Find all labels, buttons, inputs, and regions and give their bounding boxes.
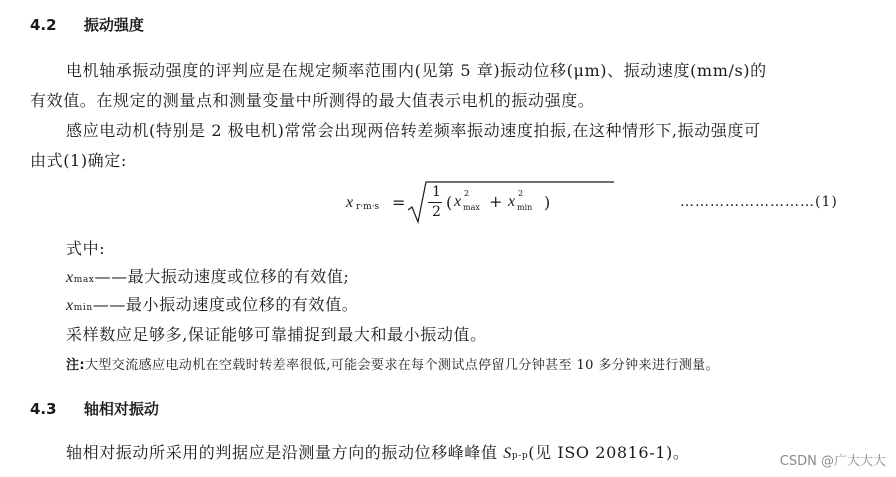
def2-text: ——最小振动速度或位移的有效值。 [92,295,359,314]
formula-denominator: 2 [432,204,441,220]
paren-open: ( [446,193,453,212]
def1-text: ——最大振动速度或位移的有效值; [94,267,350,286]
term1-sub: max [463,203,480,212]
para-pre: 轴相对振动所采用的判据应是沿测量方向的振动位移峰峰值 [66,443,498,462]
formula-equals: = [392,193,406,212]
term2-var: x [508,193,516,210]
term2-sub: min [517,203,533,212]
term1-var: x [454,193,462,210]
section-heading-4-3 [30,398,159,419]
def2-sub: min [73,303,93,313]
formula-lhs-sub: r·m·s [356,202,380,212]
section-title: 轴相对振动 [83,400,159,418]
para-sub: p-p [511,451,529,461]
note-text: 大型交流感应电动机在空载时转差率很低,可能会要求在每个测试点停留几分钟甚至 10 多分钟来进行测量。 [85,358,719,373]
definition-min [66,292,358,315]
section-heading-4-2 [30,14,144,35]
watermark: CSDN @广大大大 [778,450,888,469]
paragraph-line [66,440,689,463]
paragraph-line: 有效值。在规定的测量点和测量变量中所测得的最大值表示电机的振动强度。 [30,91,595,110]
note [66,354,719,373]
paragraph-line: 电机轴承振动强度的评判应是在规定频率范围内(见第 5 章)振动位移(μm)、振动速度(mm/s)的 [66,61,767,80]
formula-plus: + [489,192,503,211]
para-post: (见 ISO 20816-1)。 [528,443,690,462]
sampling-sentence: 采样数应足够多,保证能够可靠捕捉到最大和最小振动值。 [66,325,487,344]
def1-var: x [66,269,74,286]
paragraph-line: 感应电动机(特别是 2 极电机)常常会出现两倍转差频率振动速度拍振,在这种情形下,振动强度可 [66,121,761,140]
formula-number: ………………………(1) [680,194,838,210]
section-number: 4.2 [30,16,57,34]
paragraph-line: 由式(1)确定: [30,151,127,170]
term2-sup: 2 [518,189,524,198]
formula-numerator: 1 [432,184,441,200]
para-var: S [503,445,512,462]
term1-sup: 2 [464,189,470,198]
section-title: 振动强度 [83,16,144,34]
where-label: 式中: [66,239,106,258]
def2-var: x [66,297,74,314]
def1-sub: max [73,275,95,285]
section-number: 4.3 [30,400,57,418]
note-label: 注: [66,358,85,373]
formula-lhs-var: x [346,194,354,211]
definition-max [66,264,349,287]
paren-close: ) [544,193,551,212]
fraction-bar [428,202,442,203]
